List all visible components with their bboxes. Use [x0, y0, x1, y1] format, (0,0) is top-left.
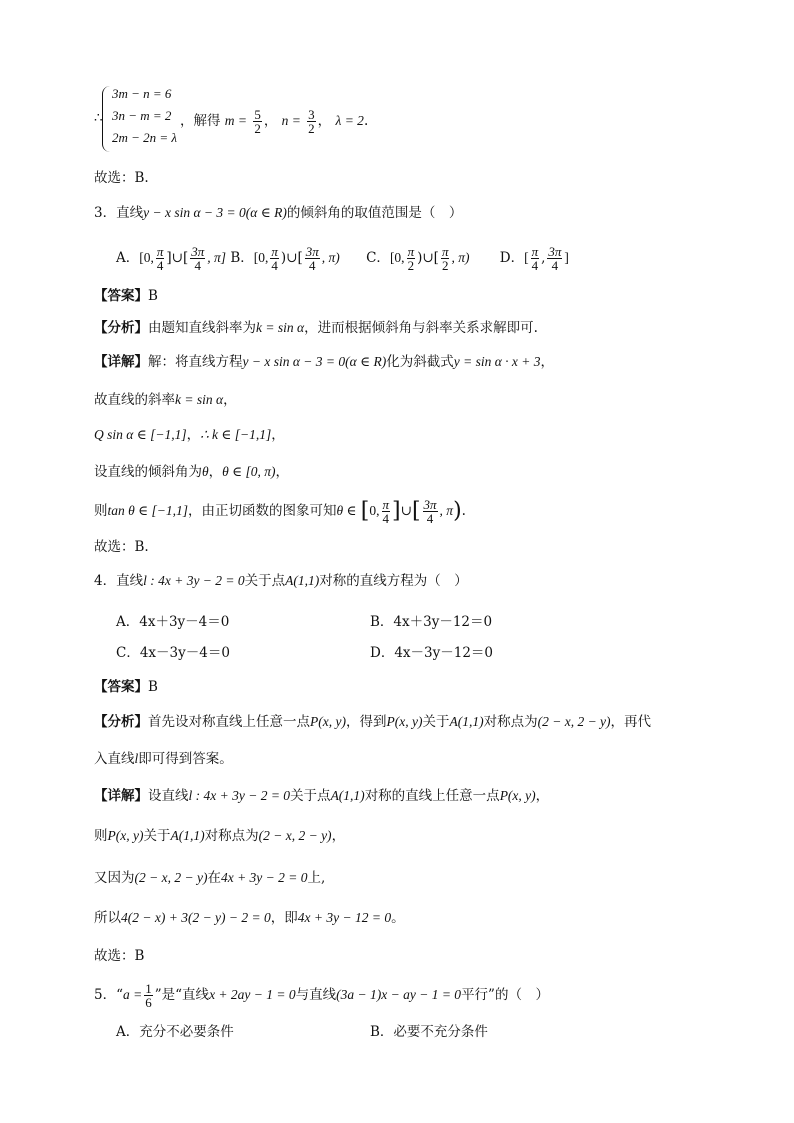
q3-choose: 故选：B. [94, 539, 149, 555]
q4-answer: 【答案】B [94, 679, 158, 695]
system-eq-1: 3m − n = 6 [112, 86, 172, 101]
q4-analysis-line-1: 【分析】首先设对称直线上任意一点P(x, y)，得到P(x, y)关于A(1,1)对称点为(2 − x, 2 − y)，再代 [94, 714, 652, 730]
q4-option-a: A．4x＋3y－4＝0 [116, 614, 230, 630]
q4-detail-line-3: 又因为(2 − x, 2 − y)在4x + 3y − 2 = 0上, [94, 870, 326, 886]
q3-option-d: D．[ $\frac{\pi}{4}$ , $\frac{3\pi}{4}$ ] [499, 244, 569, 273]
system-solution: ，解得 m = $\frac{5}{2}$ ， n = $\frac{3}{2}$ ， λ = 2. [180, 107, 369, 136]
q3-detail-line-1: 【详解】解：将直线方程y − x sin α − 3 = 0(α ∈ R)化为斜截式y = sin α · x + 3， [94, 354, 555, 370]
q3-detail-line-3: Q sin α ∈ [−1,1]，∴ k ∈ [−1,1]， [94, 427, 285, 443]
frac-m: $\frac{5}{2}$ [254, 107, 261, 136]
q3-answer: 【答案】B [94, 288, 158, 304]
q5-stem: 5．“a = $\frac{1}{6}$ ”是“直线x + 2ay − 1 = 0与直线(3a − 1)x − ay − 1 = 0平行”的（ ） [94, 981, 549, 1010]
q3-detail-line-2: 故直线的斜率k = sin α， [94, 392, 237, 408]
q4-analysis-line-2: 入直线l即可得到答案。 [94, 751, 233, 767]
choose-answer-prev: 故选：B. [94, 170, 149, 186]
frac-n: $\frac{3}{2}$ [308, 107, 315, 136]
q4-option-b: B．4x＋3y－12＝0 [370, 614, 493, 630]
q3-option-c: C．[0, $\frac{\pi}{2}$ )∪[ $\frac{\pi}{2}$ , π) [366, 244, 470, 273]
q5-option-b: B．必要不充分条件 [370, 1024, 488, 1040]
q4-detail-line-1: 【详解】设直线l : 4x + 3y − 2 = 0关于点A(1,1)对称的直线上任意一点P(x, y)， [94, 788, 550, 804]
q4-detail-line-4: 所以4(2 − x) + 3(2 − y) − 2 = 0，即4x + 3y − 12 = 0。 [94, 910, 405, 926]
q4-option-c: C．4x－3y－4＝0 [116, 645, 230, 661]
system-eq-3: 2m − 2n = λ [112, 130, 178, 145]
q3-options [116, 245, 569, 272]
q4-detail-line-2: 则P(x, y)关于A(1,1)对称点为(2 − x, 2 − y)， [94, 828, 346, 844]
q3-stem: 3．直线y − x sin α − 3 = 0(α ∈ R)的倾斜角的取值范围是（ ） [94, 205, 463, 221]
q3-detail-line-5: 则tan θ ∈ [−1,1]，由正切函数的图象可知θ ∈ [0, $\frac{\pi}{4}$ ]∪[ $\frac{3\pi}{4}$ , π). [94, 497, 466, 526]
q4-option-d: D．4x－3y－12＝0 [370, 645, 494, 661]
system-eq-2: 3n − m = 2 [112, 108, 172, 123]
q3-option-a: A．[0, $\frac{\pi}{4}$ ]∪[ $\frac{3\pi}{4}$ , π] [116, 244, 227, 273]
system-brace [102, 86, 111, 152]
q4-choose: 故选：B [94, 948, 145, 964]
q4-stem: 4．直线l : 4x + 3y − 2 = 0关于点A(1,1)对称的直线方程为（ ） [94, 573, 468, 589]
therefore-symbol: ∴ [94, 110, 103, 125]
q3-detail-line-4: 设直线的倾斜角为θ，θ ∈ [0, π)， [94, 464, 290, 480]
q3-option-b: B．[0, $\frac{\pi}{4}$ )∪[ $\frac{3\pi}{4}$ , π) [230, 244, 340, 273]
q5-option-a: A．充分不必要条件 [116, 1024, 234, 1040]
q3-analysis: 【分析】由题知直线斜率为k = sin α，进而根据倾斜角与斜率关系求解即可. [94, 320, 538, 336]
